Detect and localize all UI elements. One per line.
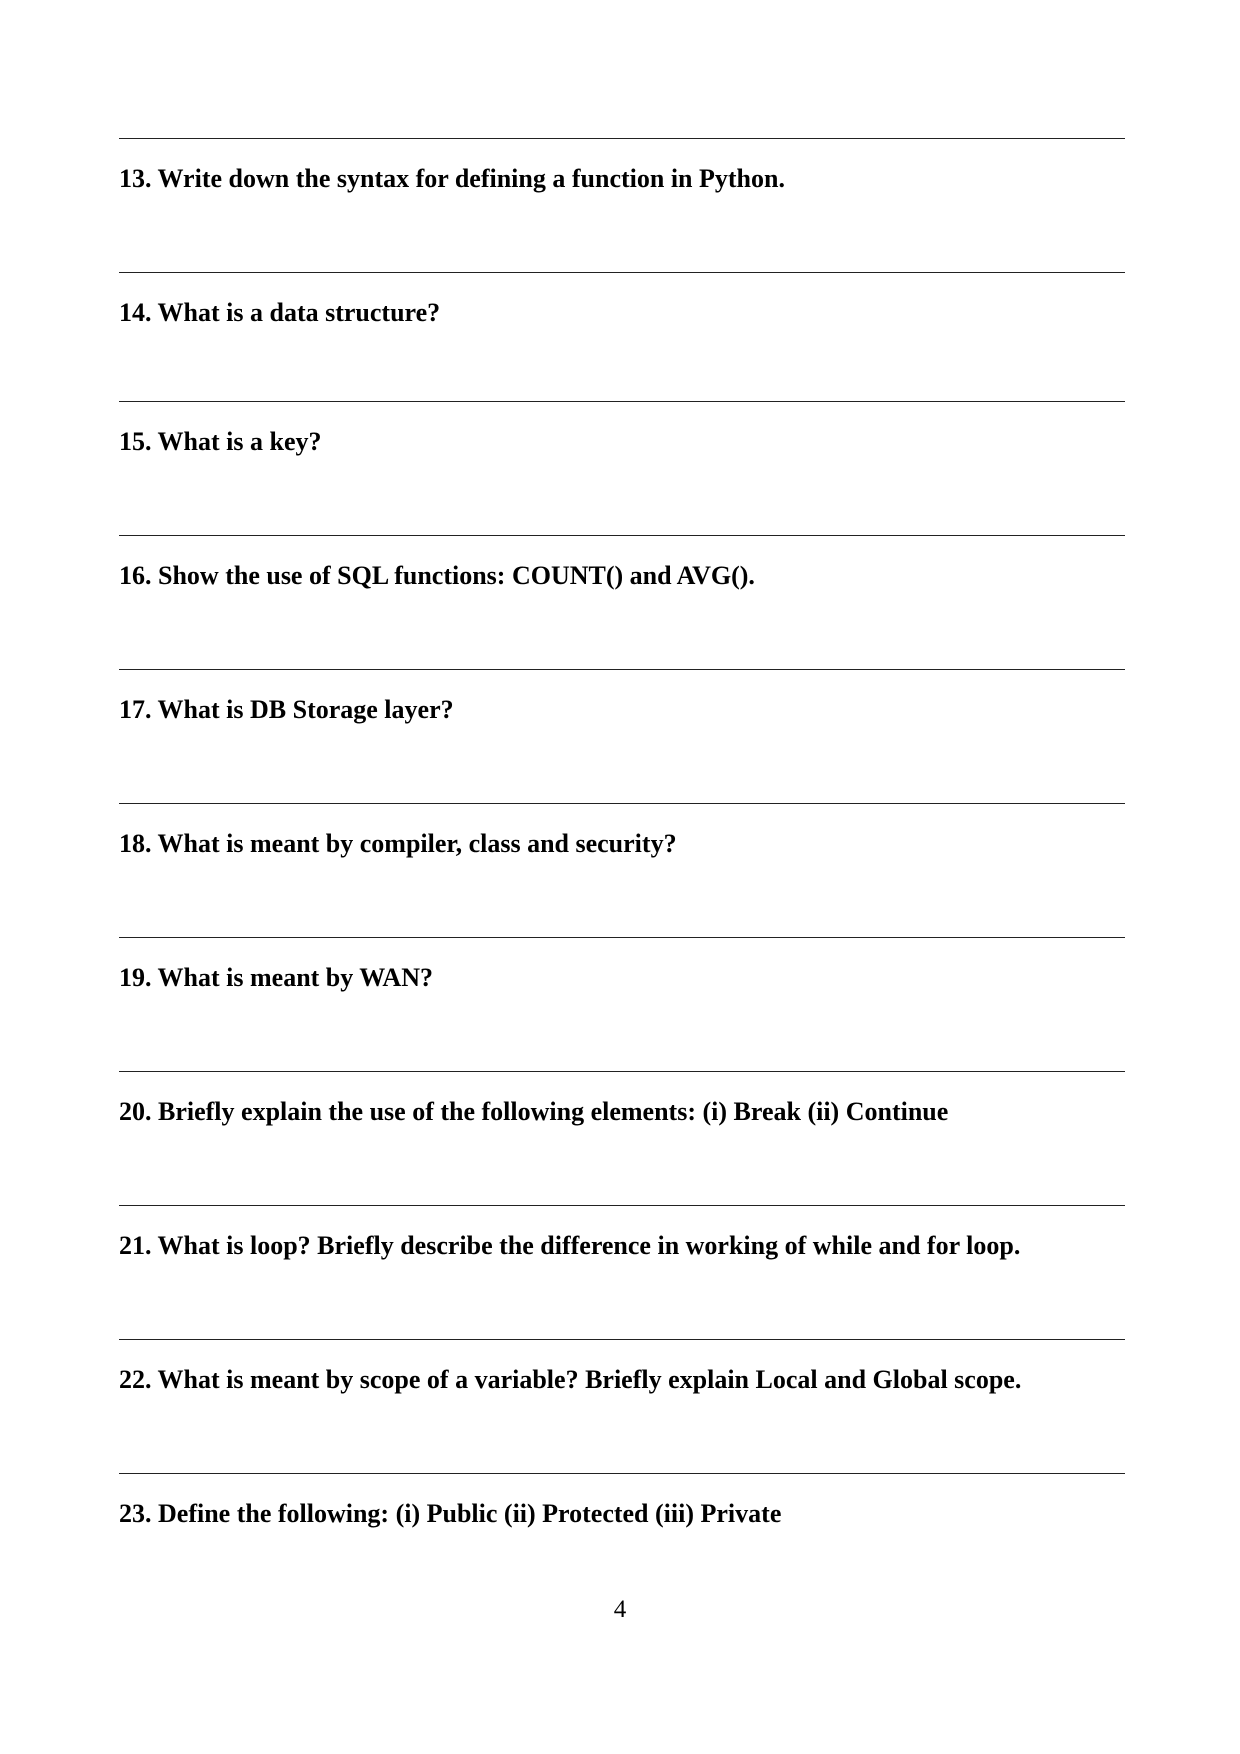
question-text: Write down the syntax for defining a function in Python. (157, 164, 785, 193)
question-text: Show the use of SQL functions: COUNT() and AVG(). (158, 561, 755, 590)
question-number: 22. (119, 1365, 152, 1394)
question-number: 14. (119, 298, 152, 327)
question-number: 21. (119, 1231, 152, 1260)
question-number: 13. (119, 164, 152, 193)
question-text: Briefly explain the use of the following elements: (i) Break (ii) Continue (158, 1097, 949, 1126)
question-number: 23. (119, 1499, 152, 1528)
question-text: What is meant by compiler, class and security? (157, 829, 677, 858)
divider-rule (119, 1205, 1125, 1206)
question-22 (119, 1363, 1125, 1397)
question-text: What is meant by WAN? (157, 963, 433, 992)
question-text: What is meant by scope of a variable? Briefly explain Local and Global scope. (157, 1365, 1022, 1394)
divider-rule (119, 535, 1125, 536)
question-18 (119, 827, 1125, 861)
divider-rule (119, 1339, 1125, 1340)
question-19 (119, 961, 1125, 995)
divider-rule (119, 1473, 1125, 1474)
question-20 (119, 1095, 1125, 1129)
page-number: 4 (613, 1596, 627, 1623)
question-17 (119, 693, 1125, 727)
divider-rule (119, 803, 1125, 804)
question-number: 19. (119, 963, 152, 992)
divider-rule (119, 937, 1125, 938)
question-text: What is loop? Briefly describe the difference in working of while and for loop. (157, 1231, 1021, 1260)
question-14 (119, 296, 1125, 330)
question-13 (119, 162, 1125, 196)
question-number: 17. (119, 695, 152, 724)
divider-rule (119, 669, 1125, 670)
question-23 (119, 1497, 1125, 1531)
question-21 (119, 1229, 1125, 1263)
divider-rule (119, 272, 1125, 273)
divider-rule (119, 401, 1125, 402)
question-text: Define the following: (i) Public (ii) Protected (iii) Private (158, 1499, 782, 1528)
question-number: 15. (119, 427, 152, 456)
question-number: 18. (119, 829, 152, 858)
question-text: What is DB Storage layer? (157, 695, 454, 724)
divider-rule (119, 138, 1125, 139)
question-15 (119, 425, 1125, 459)
question-number: 20. (119, 1097, 152, 1126)
question-text: What is a key? (157, 427, 322, 456)
question-number: 16. (119, 561, 152, 590)
question-16 (119, 559, 1125, 593)
divider-rule (119, 1071, 1125, 1072)
question-text: What is a data structure? (157, 298, 441, 327)
